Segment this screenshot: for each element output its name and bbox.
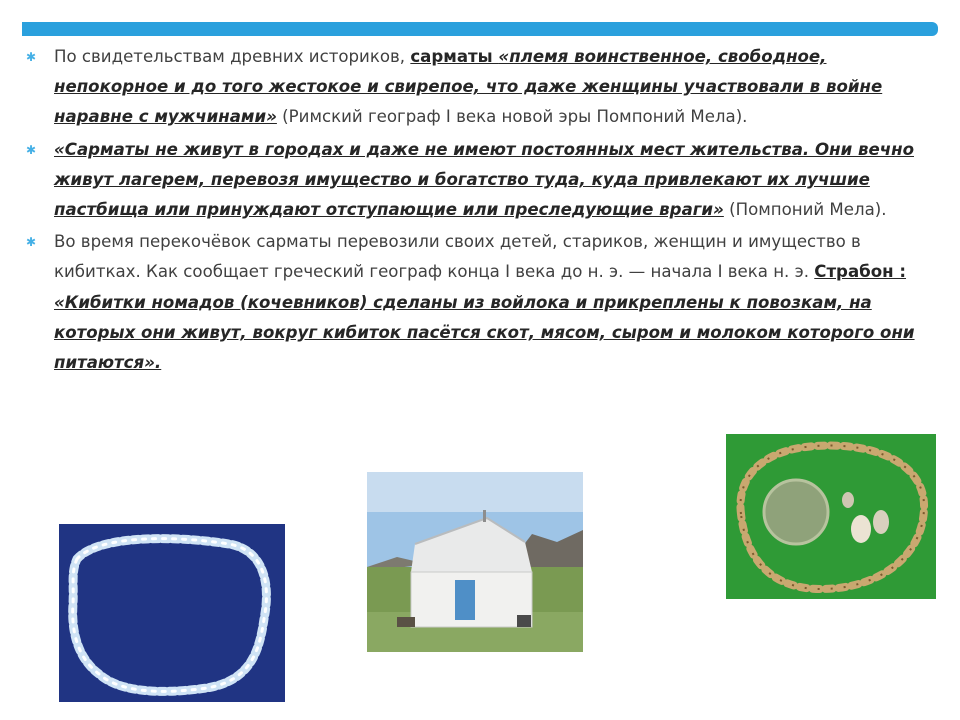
paragraph-1 [26,42,936,133]
blue-bead-necklace-image [59,524,285,702]
source-citation: (Римский географ I века новой эры Помпоний Мела). [276,107,748,127]
author-name: Страбон : [814,262,907,282]
header-accent-bar [22,22,938,36]
bullet-icon: ✱ [26,142,37,157]
subject-term: сарматы [410,47,499,66]
paragraph-text: Во время перекочёвок сарматы перевозили своих детей, стариков, женщин и имущество в кибитках. Как сообщает греческий географ конца I века до н. э. — начала I века н. э. [54,232,861,282]
paragraph-2 [26,135,936,226]
bullet-icon: ✱ [26,235,37,250]
bullet-icon: ✱ [26,50,37,64]
text-body [26,42,936,380]
yurt-image [367,472,583,652]
paragraph-3 [26,227,936,378]
quote-text: «Кибитки номадов (кочевников) сделаны из войлока и прикреплены к повозкам, на которых они живут, вокруг кибиток пасётся скот, мясом, сыром и молоком которого они питаются». [54,292,915,373]
quote-text: «племя воинственное, свободное, непокорное и до того жестокое и свирепое, что даже женщины участвовали в войне наравне с мужчинами» [54,47,883,127]
paragraph-text: По свидетельствам древних историков, [54,47,411,66]
quote-text: «Сарматы не живут в городах и даже не имеют постоянных мест жительства. Они вечно живут лагерем, перевозя имущество и богатство туда, куда привлекают их лучшие пастбища или принуждают отступающие или преследующие враги» [54,139,914,220]
green-necklace-artifacts-image [726,434,936,599]
source-citation: (Помпоний Мела). [723,200,887,220]
